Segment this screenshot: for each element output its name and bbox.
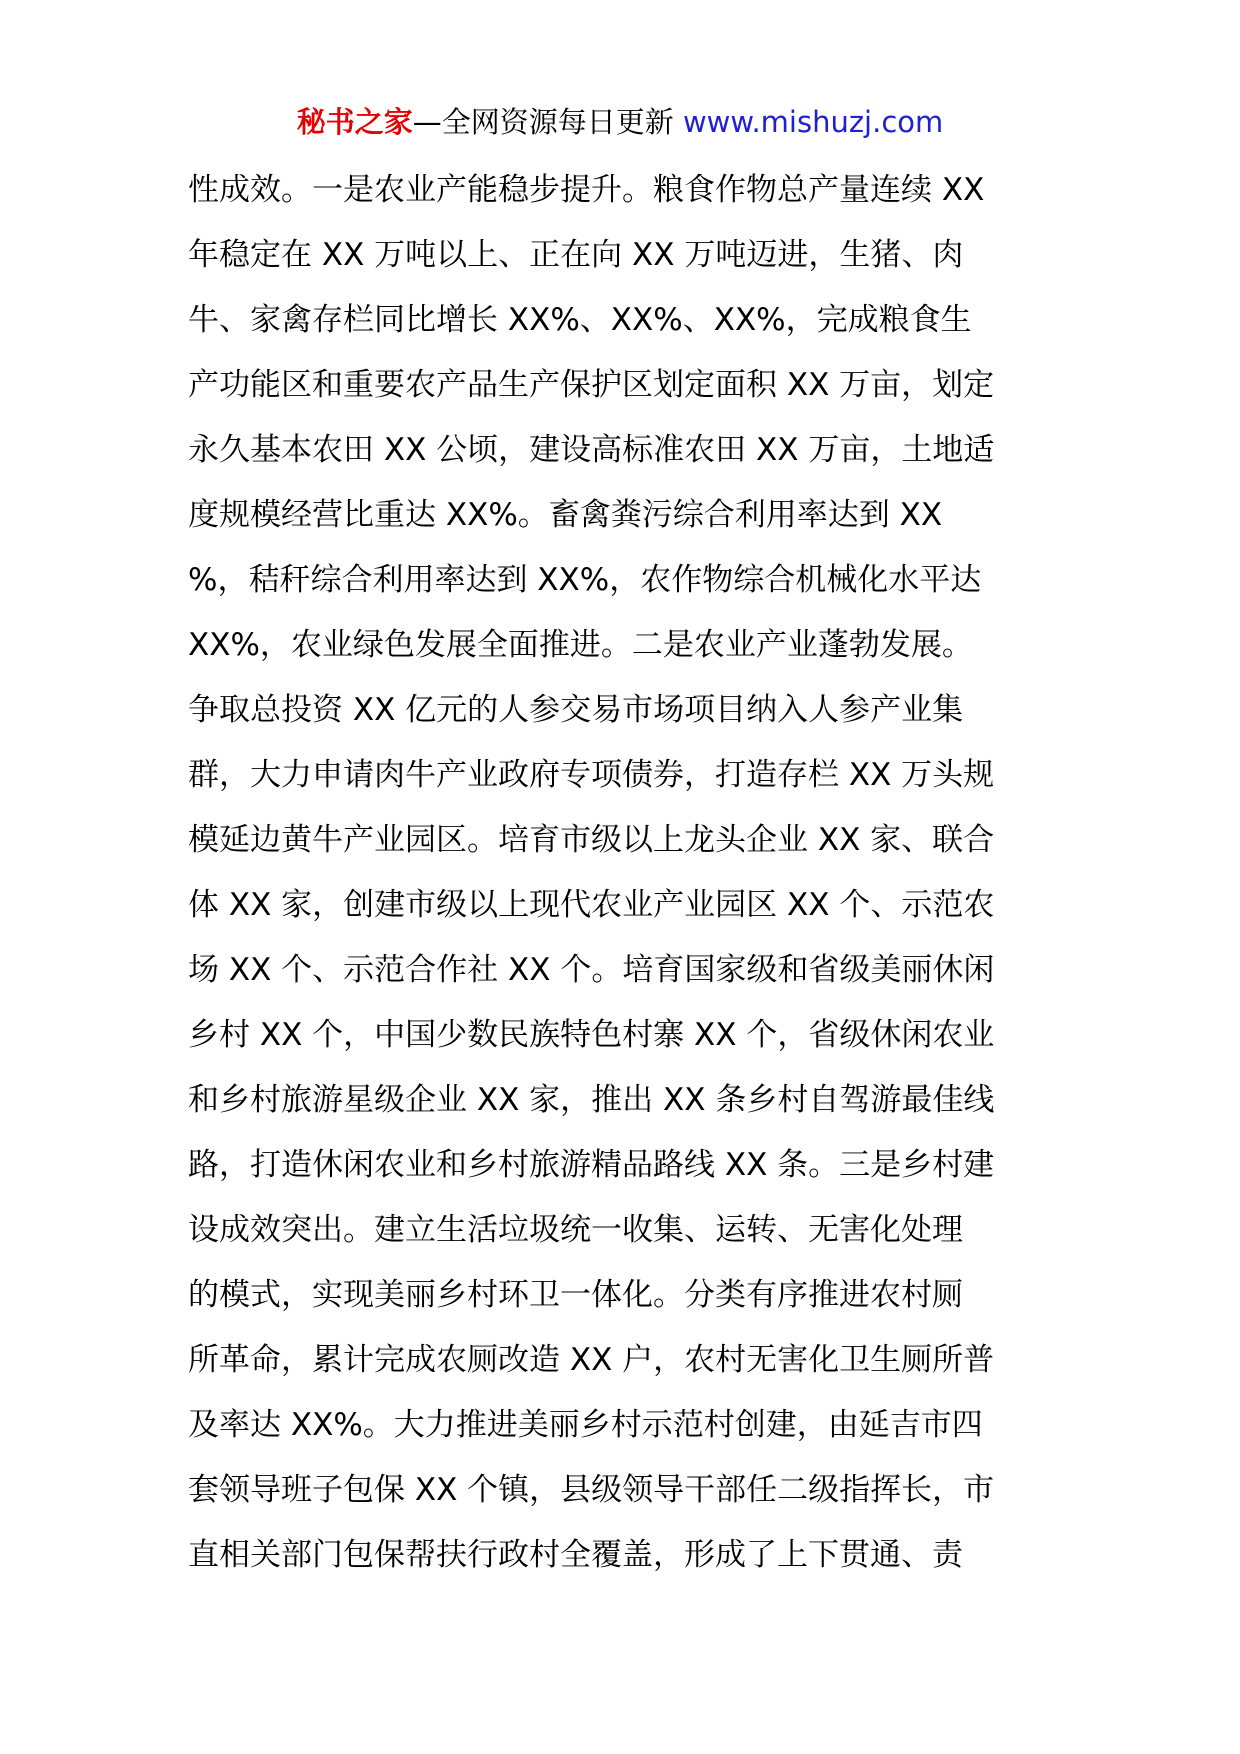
document-body	[188, 158, 1058, 1588]
text-line: 永久基本农田 XX 公顷，建设高标准农田 XX 万亩，土地适	[188, 432, 995, 468]
text-line: 套领导班子包保 XX 个镇，县级领导干部任二级指挥长，市	[188, 1472, 995, 1508]
text-line: 群，大力申请肉牛产业政府专项债券，打造存栏 XX 万头规	[188, 757, 995, 793]
text-line: 和乡村旅游星级企业 XX 家，推出 XX 条乡村自驾游最佳线	[188, 1082, 995, 1118]
brand-name: 秘书之家	[296, 105, 413, 139]
text-line: 乡村 XX 个，中国少数民族特色村寨 XX 个，省级休闲农业	[188, 1017, 995, 1053]
text-line: 年稳定在 XX 万吨以上、正在向 XX 万吨迈进，生猪、肉	[188, 237, 964, 273]
text-line: 产功能区和重要农产品生产保护区划定面积 XX 万亩，划定	[188, 367, 995, 403]
text-line: 直相关部门包保帮扶行政村全覆盖，形成了上下贯通、责	[188, 1537, 963, 1573]
text-line: 路，打造休闲农业和乡村旅游精品路线 XX 条。三是乡村建	[188, 1147, 995, 1183]
text-line: 及率达 XX%。大力推进美丽乡村示范村创建，由延吉市四	[188, 1407, 983, 1443]
text-line: 牛、家禽存栏同比增长 XX%、XX%、XX%，完成粮食生	[188, 302, 972, 338]
text-line: 性成效。一是农业产能稳步提升。粮食作物总产量连续 XX	[188, 172, 985, 208]
text-line: 设成效突出。建立生活垃圾统一收集、运转、无害化处理	[188, 1212, 963, 1248]
text-line: 度规模经营比重达 XX%。畜禽粪污综合利用率达到 XX	[188, 497, 943, 533]
text-line: 所革命，累计完成农厕改造 XX 户，农村无害化卫生厕所普	[188, 1342, 995, 1378]
page-header	[0, 102, 1240, 142]
site-url: www.mishuzj.com	[682, 105, 944, 139]
header-slogan: —全网资源每日更新	[412, 105, 683, 139]
text-line: 的模式，实现美丽乡村环卫一体化。分类有序推进农村厕	[188, 1277, 963, 1313]
text-line: %，秸秆综合利用率达到 XX%，农作物综合机械化水平达	[188, 562, 982, 598]
text-line: 模延边黄牛产业园区。培育市级以上龙头企业 XX 家、联合	[188, 822, 995, 858]
text-line: 场 XX 个、示范合作社 XX 个。培育国家级和省级美丽休闲	[188, 952, 995, 988]
text-line: 争取总投资 XX 亿元的人参交易市场项目纳入人参产业集	[188, 692, 964, 728]
text-line: 体 XX 家，创建市级以上现代农业产业园区 XX 个、示范农	[188, 887, 995, 923]
text-line: XX%，农业绿色发展全面推进。二是农业产业蓬勃发展。	[188, 627, 973, 663]
